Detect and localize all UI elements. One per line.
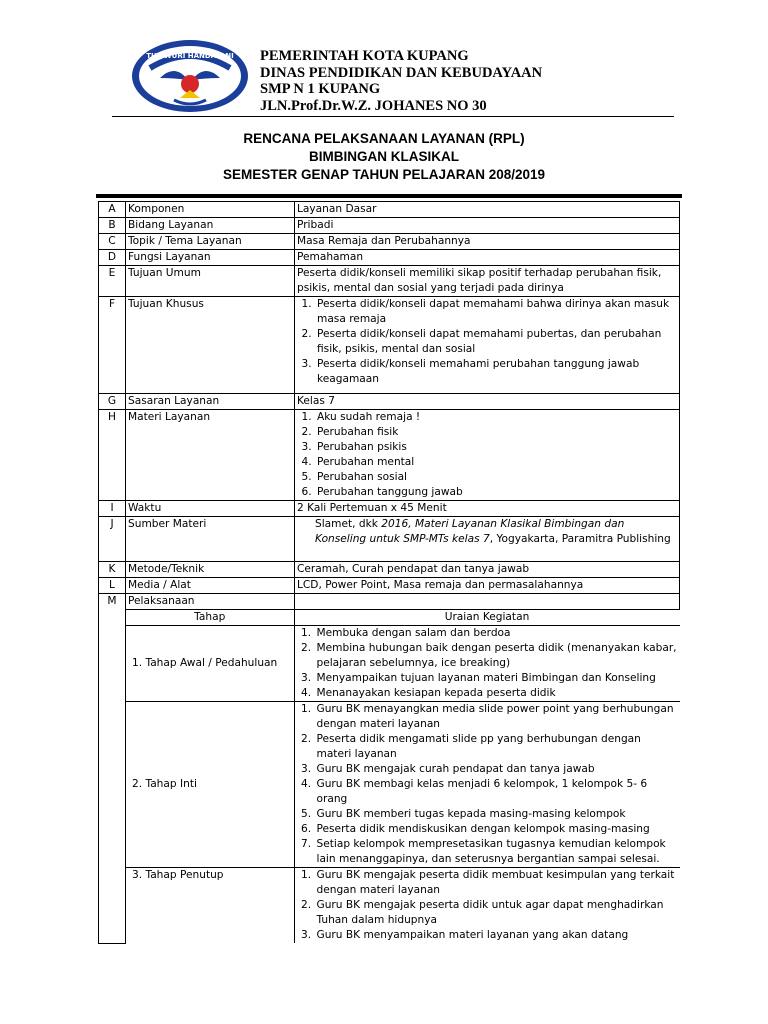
row-label: Media / Alat xyxy=(126,578,295,594)
list-item: 2. Membina hubungan baik dengan peserta didik (menanyakan kabar, pelajaran sebelumnya, ice breaking) xyxy=(315,641,678,671)
stage-activities xyxy=(294,868,680,944)
table-row xyxy=(99,501,680,517)
row-label: Bidang Layanan xyxy=(126,218,295,234)
list-item: 1. Aku sudah remaja ! xyxy=(315,410,677,425)
stage-activities xyxy=(294,702,680,868)
row-value: Layanan Dasar xyxy=(295,202,680,218)
title-line: BIMBINGAN KLASIKAL xyxy=(309,149,459,164)
row-value: 2 Kali Pertemuan x 45 Menit xyxy=(295,501,680,517)
letterhead-line: SMP N 1 KUPANG xyxy=(260,81,381,97)
table-row xyxy=(126,610,680,626)
table-row xyxy=(99,297,680,394)
material-list xyxy=(297,410,677,500)
table-row xyxy=(99,578,680,594)
activity-list xyxy=(297,868,678,943)
row-code: H xyxy=(99,410,126,501)
row-label: Waktu xyxy=(126,501,295,517)
tut-wuri-handayani-logo xyxy=(130,38,250,114)
table-row xyxy=(126,626,680,702)
header-tahap: Tahap xyxy=(126,610,294,626)
table-row xyxy=(99,202,680,218)
letterhead-line: JLN.Prof.Dr.W.Z. JOHANES NO 30 xyxy=(260,97,487,114)
row-value: LCD, Power Point, Masa remaja dan permasalahannya xyxy=(295,578,680,594)
activity-list xyxy=(297,626,678,701)
row-code: L xyxy=(99,578,126,594)
table-row xyxy=(99,266,680,297)
letterhead xyxy=(260,48,542,114)
list-item: 5. Perubahan sosial xyxy=(315,470,677,485)
list-item: 4. Menanayakan kesiapan kepada peserta didik xyxy=(315,686,678,701)
list-item: 7. Setiap kelompok mempresetasikan tugasnya kemudian kelompok lain menanggapinya, dan seterusnya bergantian sampai selesai. xyxy=(315,837,678,867)
list-item: 3. Perubahan psikis xyxy=(315,440,677,455)
row-code: D xyxy=(99,250,126,266)
list-item: 1. Membuka dengan salam dan berdoa xyxy=(315,626,678,641)
row-label: Sumber Materi xyxy=(126,517,295,562)
list-item: 3. Peserta didik/konseli memahami perubahan tanggung jawab keagamaan xyxy=(315,357,677,387)
list-item: 2. Peserta didik mengamati slide pp yang berhubungan dengan materi layanan xyxy=(315,732,678,762)
list-item: 5. Guru BK memberi tugas kepada masing-masing kelompok xyxy=(315,807,678,822)
letterhead-divider xyxy=(112,116,674,117)
row-value xyxy=(295,297,680,394)
row-label: Materi Layanan xyxy=(126,410,295,501)
list-item: 3. Guru BK mengajak curah pendapat dan tanya jawab xyxy=(315,762,678,777)
implementation-table xyxy=(126,610,680,943)
list-item: 2. Perubahan fisik xyxy=(315,425,677,440)
table-row xyxy=(99,410,680,501)
row-code: K xyxy=(99,562,126,578)
stage-activities xyxy=(294,626,680,702)
row-value: Ceramah, Curah pendapat dan tanya jawab xyxy=(295,562,680,578)
list-item: 3. Guru BK menyampaikan materi layanan yang akan datang xyxy=(315,928,678,943)
list-item: 1. Peserta didik/konseli dapat memahami bahwa dirinya akan masuk masa remaja xyxy=(315,297,677,327)
title-line: RENCANA PELAKSANAAN LAYANAN (RPL) xyxy=(243,131,525,146)
row-label: Komponen xyxy=(126,202,295,218)
stage-name: 1. Tahap Awal / Pedahuluan xyxy=(126,626,294,702)
row-value xyxy=(295,594,680,610)
row-value: Pemahaman xyxy=(295,250,680,266)
title-divider xyxy=(96,194,682,198)
list-item: 1. Guru BK mengajak peserta didik membuat kesimpulan yang terkait dengan materi layanan xyxy=(315,868,678,898)
table-row xyxy=(99,562,680,578)
row-value: Pribadi xyxy=(295,218,680,234)
table-row xyxy=(99,610,680,944)
row-code: E xyxy=(99,266,126,297)
table-row xyxy=(99,234,680,250)
activity-list xyxy=(297,702,678,867)
row-label: Metode/Teknik xyxy=(126,562,295,578)
list-item: 4. Perubahan mental xyxy=(315,455,677,470)
row-label: Tujuan Khusus xyxy=(126,297,295,394)
list-item: 6. Peserta didik mendiskusikan dengan kelompok masing-masing xyxy=(315,822,678,837)
row-value xyxy=(295,517,680,562)
row-code: B xyxy=(99,218,126,234)
document-title xyxy=(0,130,768,184)
source-title: 2016, Materi Layanan Klasikal Bimbingan dan Konseling untuk SMP-MTs kelas 7 xyxy=(315,518,625,545)
list-item: 2. Peserta didik/konseli dapat memahami pubertas, dan perubahan fisik, psikis, mental dan sosial xyxy=(315,327,677,357)
row-value xyxy=(295,410,680,501)
row-label: Fungsi Layanan xyxy=(126,250,295,266)
list-item: 4. Guru BK membagi kelas menjadi 6 kelompok, 1 kelompok 5- 6 orang xyxy=(315,777,678,807)
row-code: G xyxy=(99,394,126,410)
row-code: A xyxy=(99,202,126,218)
row-code: C xyxy=(99,234,126,250)
table-row xyxy=(99,517,680,562)
row-code: I xyxy=(99,501,126,517)
table-row xyxy=(126,702,680,868)
row-value: Kelas 7 xyxy=(295,394,680,410)
row-code: F xyxy=(99,297,126,394)
row-value: Peserta didik/konseli memiliki sikap positif terhadap perubahan fisik, psikis, mental dan sosial yang terjadi pada dirinya xyxy=(295,266,680,297)
title-line: SEMESTER GENAP TAHUN PELAJARAN 208/2019 xyxy=(222,167,546,182)
list-item: 6. Perubahan tanggung jawab xyxy=(315,485,677,500)
implementation-cell xyxy=(126,610,680,944)
list-item: 2. Guru BK mengajak peserta didik untuk agar dapat menghadirkan Tuhan dalam hidupnya xyxy=(315,898,678,928)
source-author: Slamet, dkk xyxy=(315,518,382,530)
source-publisher: , Yogyakarta, Paramitra Publishing xyxy=(489,533,671,545)
list-item: 3. Menyampaikan tujuan layanan materi Bimbingan dan Konseling xyxy=(315,671,678,686)
stage-name: 2. Tahap Inti xyxy=(126,702,294,868)
row-code: J xyxy=(99,517,126,562)
table-row xyxy=(99,218,680,234)
table-row xyxy=(99,250,680,266)
table-row xyxy=(126,868,680,944)
row-code: M xyxy=(99,594,126,944)
table-row xyxy=(99,394,680,410)
row-label: Sasaran Layanan xyxy=(126,394,295,410)
rpl-table xyxy=(98,201,680,944)
letterhead-line: DINAS PENDIDIKAN DAN KEBUDAYAAN xyxy=(260,64,543,81)
stage-name: 3. Tahap Penutup xyxy=(126,868,294,944)
table-row xyxy=(99,594,680,610)
header-uraian: Uraian Kegiatan xyxy=(294,610,680,626)
svg-text:TUT WURI HANDAYANI: TUT WURI HANDAYANI xyxy=(146,52,234,60)
objective-list xyxy=(297,297,677,387)
list-item: 1. Guru BK menayangkan media slide power point yang berhubungan dengan materi layanan xyxy=(315,702,678,732)
row-label: Pelaksanaan xyxy=(126,594,295,610)
row-label: Tujuan Umum xyxy=(126,266,295,297)
letterhead-line: PEMERINTAH KOTA KUPANG xyxy=(260,48,469,64)
row-label: Topik / Tema Layanan xyxy=(126,234,295,250)
row-value: Masa Remaja dan Perubahannya xyxy=(295,234,680,250)
